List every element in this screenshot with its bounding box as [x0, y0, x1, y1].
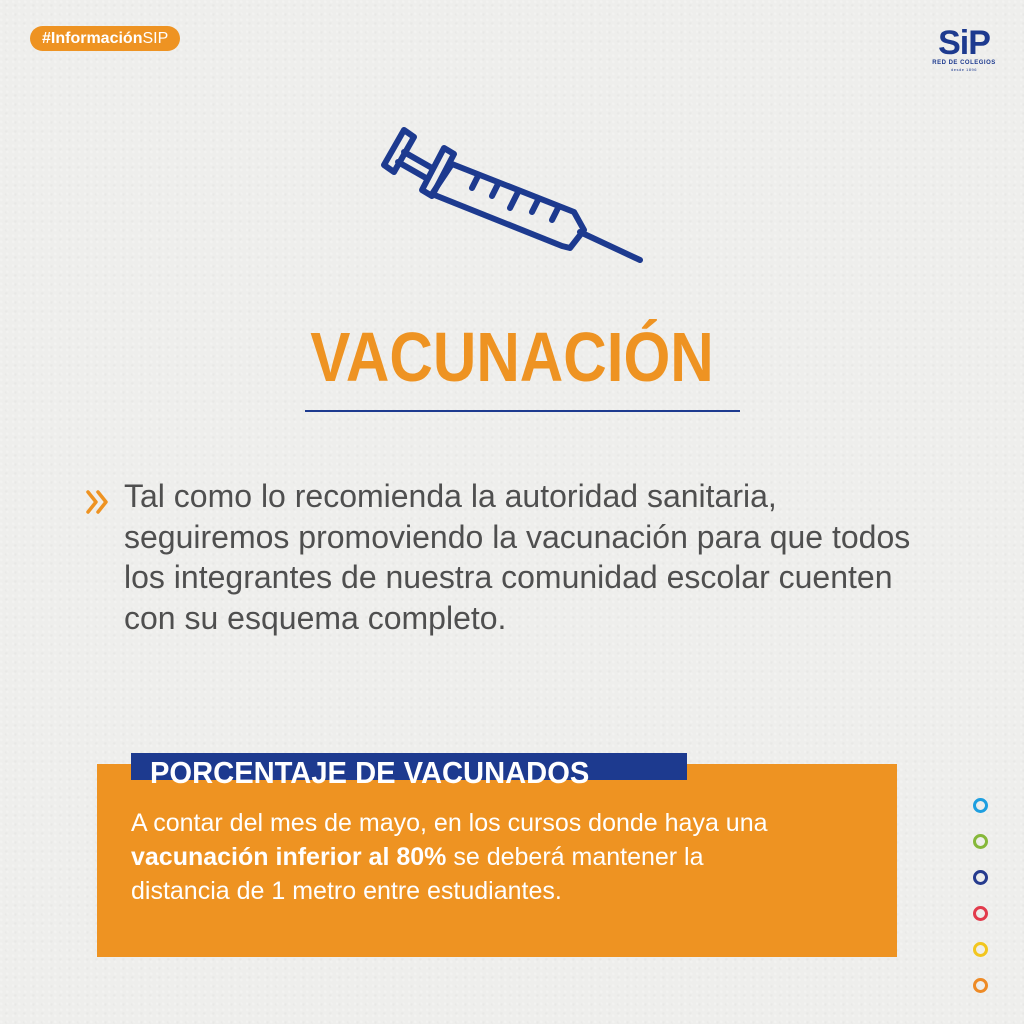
page-title: VACUNACIÓN	[310, 318, 714, 396]
callout-text-after: se deberá mantener la distancia de 1 metro entre estudiantes.	[131, 843, 704, 905]
callout-text-before: A contar del mes de mayo, en los cursos donde haya una	[131, 809, 768, 837]
decor-dot	[973, 798, 988, 813]
logo-mark: SiP	[938, 24, 990, 62]
decorative-dots	[973, 798, 989, 1014]
decor-dot	[973, 870, 988, 885]
body-paragraph: Tal como lo recomienda la autoridad sanitaria, seguiremos promoviendo la vacunación para que todos los integrantes de nuestra comunidad escolar cuenten con su esquema completo.	[124, 478, 911, 636]
logo-since: desde 1896	[951, 67, 977, 72]
decor-dot	[973, 978, 988, 993]
syringe-icon	[374, 120, 650, 270]
title-underline	[305, 410, 740, 412]
callout-text	[131, 806, 781, 908]
hashtag-rest-text: SIP	[142, 30, 169, 47]
decor-dot	[973, 834, 988, 849]
decor-dot	[973, 942, 988, 957]
logo-subtitle: RED DE COLEGIOS	[932, 60, 996, 66]
callout-text-bold: vacunación inferior al 80%	[131, 843, 447, 871]
callout-heading: PORCENTAJE DE VACUNADOS	[150, 755, 590, 790]
double-chevron-right-icon	[84, 488, 112, 516]
decor-dot	[973, 906, 988, 921]
hashtag-badge	[30, 26, 180, 51]
sip-logo	[928, 26, 1000, 76]
hashtag-bold-text: #Información	[42, 30, 143, 47]
